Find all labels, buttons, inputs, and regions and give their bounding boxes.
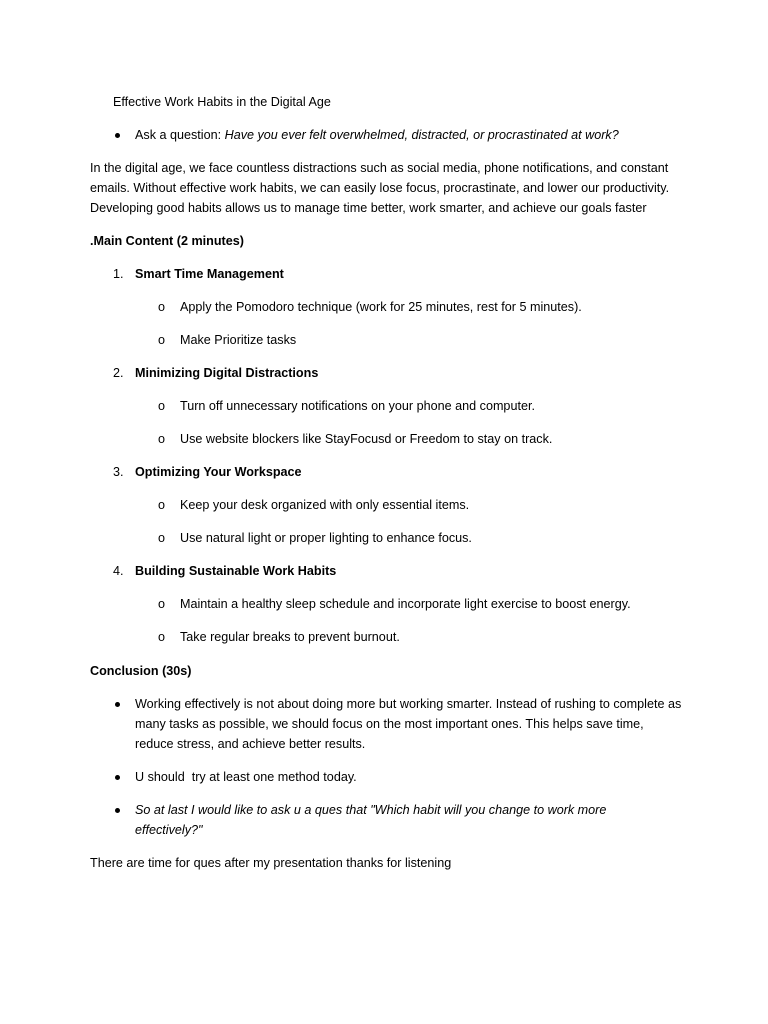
intro-bullet-label: Ask a question: (135, 128, 225, 142)
sub-bullet-marker: o (158, 531, 166, 545)
bullet-marker (115, 133, 120, 138)
sub-bullet-marker: o (158, 498, 166, 512)
section-title: Building Sustainable Work Habits (135, 564, 337, 578)
section-item: Use natural light or proper lighting to enhance focus. (180, 531, 472, 545)
section-title: Smart Time Management (135, 267, 284, 281)
intro-paragraph: In the digital age, we face countless distractions such as social media, phone notifications, and constant emails. Without effective work habits, we can easily lose focus, procrastinate, and lower our productivity. Developing good habits allows us to manage time better, work smarter, and achieve our goals faster (90, 161, 670, 215)
section-number: 3. (113, 465, 124, 479)
bullet-marker (115, 775, 120, 780)
sub-bullet-marker: o (158, 333, 166, 347)
section-title: Minimizing Digital Distractions (135, 366, 319, 380)
section-item: Make Prioritize tasks (180, 333, 297, 347)
bullet-marker (115, 808, 120, 813)
section-item: Apply the Pomodoro technique (work for 25 minutes, rest for 5 minutes). (180, 300, 582, 314)
conclusion-bullet: U should try at least one method today. (135, 770, 357, 784)
sub-bullet-marker: o (158, 399, 166, 413)
section-item: Use website blockers like StayFocusd or Freedom to stay on track. (180, 432, 553, 446)
intro-question: Have you ever felt overwhelmed, distracted, or procrastinated at work? (224, 128, 619, 142)
section-number: 1. (113, 267, 124, 281)
conclusion-bullet-question: So at last I would like to ask u a ques that "Which habit will you change to work more effectively?" (135, 803, 607, 837)
section-item: Keep your desk organized with only essential items. (180, 498, 470, 512)
section-number: 2. (113, 366, 124, 380)
main-content-heading: .Main Content (2 minutes) (90, 234, 244, 248)
intro-bullet (135, 125, 619, 145)
sub-bullet-marker: o (158, 597, 166, 611)
section-title: Optimizing Your Workspace (135, 465, 302, 479)
section-item: Take regular breaks to prevent burnout. (180, 630, 400, 644)
closing-line: There are time for ques after my presentation thanks for listening (90, 856, 452, 870)
section-item: Turn off unnecessary notifications on your phone and computer. (180, 399, 535, 413)
sub-bullet-marker: o (158, 630, 166, 644)
document-title: Effective Work Habits in the Digital Age (113, 95, 331, 109)
section-item: Maintain a healthy sleep schedule and incorporate light exercise to boost energy. (180, 597, 631, 611)
conclusion-bullet: Working effectively is not about doing more but working smarter. Instead of rushing to complete as many tasks as possible, we should focus on the most important ones. This helps save time, reduce stress, and achieve better results. (135, 697, 682, 751)
bullet-marker (115, 702, 120, 707)
section-number: 4. (113, 564, 124, 578)
conclusion-heading: Conclusion (30s) (90, 664, 192, 678)
sub-bullet-marker: o (158, 432, 166, 446)
sub-bullet-marker: o (158, 300, 166, 314)
